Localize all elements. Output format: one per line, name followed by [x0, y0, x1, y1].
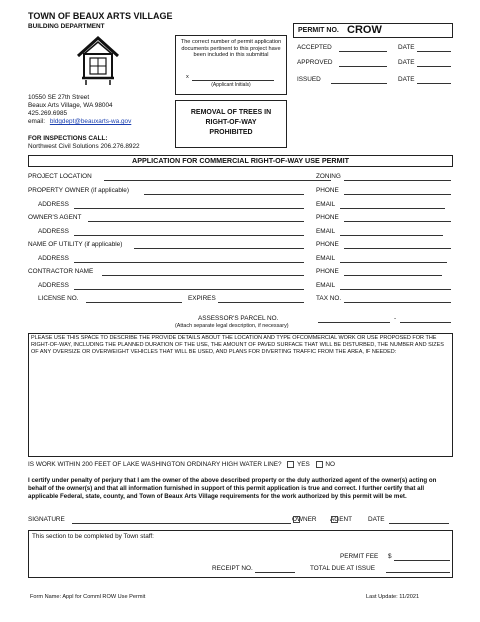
- expires-label: EXPIRES: [188, 295, 216, 302]
- issued-field[interactable]: [331, 76, 387, 84]
- owner-email-field[interactable]: [340, 201, 445, 209]
- row-contractor-address: [28, 282, 453, 291]
- accepted-label: ACCEPTED: [297, 44, 332, 51]
- lake-question-row: [28, 461, 335, 469]
- total-due-field[interactable]: [386, 565, 450, 573]
- project-location-field[interactable]: [104, 173, 331, 181]
- signature-date-field[interactable]: [389, 516, 449, 524]
- row-property-owner: [28, 187, 453, 196]
- license-field[interactable]: [86, 295, 182, 303]
- agent-phone-field[interactable]: [344, 214, 451, 222]
- utility-label: NAME OF UTILITY (if applicable): [28, 241, 123, 248]
- town-city-address: Beaux Arts Village, WA 98004: [28, 102, 113, 109]
- contractor-phone-field[interactable]: [344, 268, 442, 276]
- assessors-parcel-label: ASSESSOR'S PARCEL NO.: [198, 315, 279, 322]
- zoning-label: ZONING: [316, 173, 341, 180]
- yes-checkbox[interactable]: [287, 461, 294, 468]
- row-signature: [28, 516, 453, 525]
- issued-date-field[interactable]: [417, 76, 451, 84]
- row-owners-agent: [28, 214, 453, 223]
- utility-phone-field[interactable]: [344, 241, 451, 249]
- certification-statement: I certify under penalty of perjury that I am the owner of the above described property or the duly authorized agent of the owner(s) acting on behalf of the owner(s) and that all information furnished in support of this permit application is true and correct. I further certify that all applicable Federal, state, county, and Town of Beaux Arts Village requirements for the work authorized by this permit will be met.: [28, 477, 437, 501]
- contractor-email-field[interactable]: [340, 282, 451, 290]
- owners-agent-field[interactable]: [88, 214, 304, 222]
- removal-notice: REMOVAL OF TREES IN RIGHT-OF-WAY PROHIBITED: [190, 109, 272, 136]
- agent-email-field[interactable]: [340, 228, 443, 236]
- accepted-field[interactable]: [339, 44, 387, 52]
- initials-x: x: [186, 74, 189, 80]
- owner-phone-field[interactable]: [344, 187, 451, 195]
- permit-fee-field[interactable]: [394, 553, 450, 561]
- signature-date-label: DATE: [368, 516, 385, 523]
- signature-label: SIGNATURE: [28, 516, 65, 523]
- owner-checkbox[interactable]: [293, 516, 300, 523]
- property-owner-label: PROPERTY OWNER (if applicable): [28, 187, 129, 194]
- description-textarea[interactable]: [29, 366, 452, 456]
- row-contractor: [28, 268, 453, 277]
- expires-field[interactable]: [218, 295, 304, 303]
- permit-number-box: [293, 23, 453, 38]
- signature-field[interactable]: [72, 516, 291, 524]
- description-instructions: PLEASE USE THIS SPACE TO DESCRIBE THE PROVIDE DETAILS ABOUT THE LOCATION AND TYPE OFCOMMERCIAL WORK OR USE PROPOSED FOR THE RIGHT-OF-WAY, INCLUDING THE PLANNED DURATION OF THE USE, THE AMOUNT OF PAVED SURFACE THAT WILL BE DISTURBED, THE NUMBER AND SIZES OF ANY OVERSIZE OR OVERWEIGHT VEHICLES THAT WILL BE USED, AND PLANS FOR DIVERTING TRAFFIC FROM THE AREA, IF NEEDED:: [31, 335, 444, 355]
- utility-address-label: ADDRESS: [38, 255, 69, 262]
- issued-label: ISSUED: [297, 76, 321, 83]
- form-name: Form Name: Appl for Comml ROW Use Permit: [30, 594, 146, 600]
- approved-date-field[interactable]: [417, 59, 451, 67]
- row-utility-address: [28, 255, 453, 264]
- row-agent-address: [28, 228, 453, 237]
- utility-email-label: EMAIL: [316, 255, 336, 262]
- project-location-label: PROJECT LOCATION: [28, 173, 92, 180]
- town-email-row: [28, 118, 131, 126]
- owners-agent-label: OWNER'S AGENT: [28, 214, 82, 221]
- approved-field[interactable]: [339, 59, 387, 67]
- agent-checkbox[interactable]: [331, 516, 338, 523]
- contractor-phone-label: PHONE: [316, 268, 339, 275]
- no-checkbox[interactable]: [316, 461, 323, 468]
- license-label: LICENSE NO.: [38, 295, 79, 302]
- owner-phone-label: PHONE: [316, 187, 339, 194]
- inspections-label: FOR INSPECTIONS CALL:: [28, 135, 108, 142]
- owner-label: OWNER: [292, 516, 317, 523]
- staff-note: This section to be completed by Town staff:: [32, 533, 154, 540]
- form-title: APPLICATION FOR COMMERCIAL RIGHT-OF-WAY USE PERMIT: [28, 155, 453, 167]
- utility-field[interactable]: [134, 241, 304, 249]
- contractor-label: CONTRACTOR NAME: [28, 268, 94, 275]
- initials-caption: (Applicant Initials): [211, 82, 251, 88]
- inspections-contact: Northwest Civil Solutions 206.276.8922: [28, 143, 140, 150]
- description-box: [28, 333, 453, 457]
- lake-question: IS WORK WITHIN 200 FEET OF LAKE WASHINGTON ORDINARY HIGH WATER LINE?: [28, 461, 282, 469]
- row-license: [28, 295, 453, 304]
- approved-date-label: DATE: [398, 59, 415, 66]
- parcel-dash: -: [394, 315, 397, 322]
- utility-phone-label: PHONE: [316, 241, 339, 248]
- receipt-no-label: RECEIPT NO.: [212, 565, 253, 572]
- town-phone: 425.269.6985: [28, 110, 68, 117]
- removal-notice-box: [175, 100, 287, 148]
- permit-fee-label: PERMIT FEE: [340, 553, 379, 560]
- submittal-box: [175, 35, 287, 95]
- assessors-parcel-field-2[interactable]: [400, 315, 451, 323]
- yes-label: YES: [297, 461, 310, 469]
- agent-address-field[interactable]: [74, 228, 304, 236]
- permit-number-value: CROW: [347, 24, 382, 36]
- staff-section: [28, 530, 453, 578]
- zoning-field[interactable]: [344, 173, 451, 181]
- owner-address-field[interactable]: [74, 201, 304, 209]
- row-utility: [28, 241, 453, 250]
- property-owner-field[interactable]: [144, 187, 304, 195]
- row-project-location: [28, 173, 453, 182]
- contractor-address-label: ADDRESS: [38, 282, 69, 289]
- permit-accepted-row: [297, 44, 451, 53]
- parcel-note: (Attach separate legal description, if necessary): [175, 323, 289, 329]
- tax-no-label: TAX NO.: [316, 295, 342, 302]
- town-logo: [76, 34, 120, 86]
- receipt-no-field[interactable]: [255, 565, 295, 573]
- utility-address-field[interactable]: [74, 255, 304, 263]
- total-due-label: TOTAL DUE AT ISSUE: [310, 565, 375, 572]
- owner-email-label: EMAIL: [316, 201, 336, 208]
- initials-field[interactable]: [192, 74, 274, 81]
- email-link[interactable]: bldgdept@beauxarts-wa.gov: [49, 118, 132, 125]
- permit-approved-row: [297, 59, 451, 68]
- contractor-field[interactable]: [102, 268, 304, 276]
- agent-address-label: ADDRESS: [38, 228, 69, 235]
- contractor-email-label: EMAIL: [316, 282, 336, 289]
- no-label: NO: [325, 461, 335, 469]
- contractor-address-field[interactable]: [74, 282, 304, 290]
- accepted-date-label: DATE: [398, 44, 415, 51]
- issued-date-label: DATE: [398, 76, 415, 83]
- agent-email-label: EMAIL: [316, 228, 336, 235]
- tax-no-field[interactable]: [344, 295, 451, 303]
- agent-label: AGENT: [330, 516, 353, 523]
- permit-issued-row: [297, 76, 451, 85]
- agent-phone-label: PHONE: [316, 214, 339, 221]
- submittal-text: The correct number of permit application documents pertinent to this project have been included in this submittal: [180, 39, 282, 59]
- accepted-date-field[interactable]: [417, 44, 451, 52]
- utility-email-field[interactable]: [340, 255, 447, 263]
- row-owner-address: [28, 201, 453, 210]
- permit-fee-currency: $: [388, 553, 392, 560]
- email-label: email:: [28, 118, 46, 125]
- department-name: BUILDING DEPARTMENT: [28, 23, 105, 30]
- assessors-parcel-field[interactable]: [318, 315, 390, 323]
- last-update: Last Update: 11/2021: [366, 594, 420, 600]
- town-title: TOWN OF BEAUX ARTS VILLAGE: [28, 11, 173, 21]
- approved-label: APPROVED: [297, 59, 333, 66]
- owner-address-label: ADDRESS: [38, 201, 69, 208]
- town-street-address: 10550 SE 27th Street: [28, 94, 90, 101]
- permit-number-label: PERMIT NO.: [298, 27, 339, 34]
